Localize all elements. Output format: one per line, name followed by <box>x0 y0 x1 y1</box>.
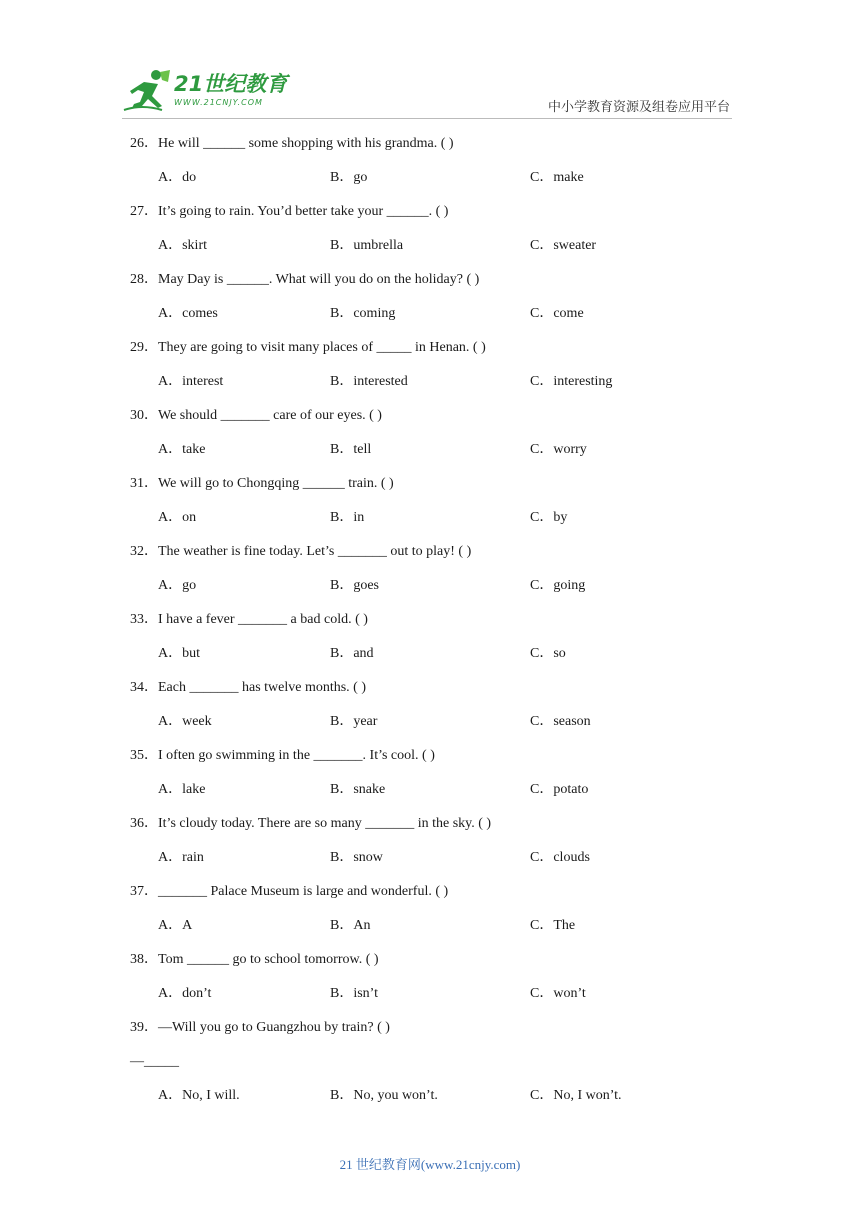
option-c: C．won’t <box>530 986 586 1001</box>
question-stem: 28．May Day is ______. What will you do on the holiday? ( ) <box>130 272 480 287</box>
question-stem: 32．The weather is fine today. Let’s _______ out to play! ( ) <box>130 544 472 559</box>
option-row <box>130 712 750 746</box>
question-stem: 26．He will ______ some shopping with his grandma. ( ) <box>130 136 454 151</box>
option-a: A．week <box>158 714 212 729</box>
option-row <box>130 1086 750 1120</box>
option-row <box>130 576 750 610</box>
page-footer: 21 世纪教育网(www.21cnjy.com) <box>339 1157 521 1172</box>
option-b: B．tell <box>330 442 372 457</box>
question-stem: 30．We should _______ care of our eyes. ( ) <box>130 408 382 423</box>
header-divider <box>122 118 732 119</box>
platform-label: 中小学教育资源及组卷应用平台 <box>547 100 730 115</box>
option-c: C．The <box>530 918 576 933</box>
option-row <box>130 508 750 542</box>
option-b: B．snow <box>330 850 383 865</box>
option-row <box>130 780 750 814</box>
option-c: C．potato <box>530 782 589 797</box>
option-a: A．rain <box>158 850 204 865</box>
option-b: B．and <box>330 646 374 661</box>
logo <box>122 68 302 114</box>
option-a: A．skirt <box>158 238 207 253</box>
option-b: B．snake <box>330 782 386 797</box>
option-a: A．A <box>158 918 193 933</box>
option-b: B．coming <box>330 306 396 321</box>
option-b: B．goes <box>330 578 379 593</box>
option-row <box>130 304 750 338</box>
option-row <box>130 644 750 678</box>
question-stem: 36．It’s cloudy today. There are so many _______ in the sky. ( ) <box>130 816 492 831</box>
question-stem: 37．_______ Palace Museum is large and wonderful. ( ) <box>130 884 449 899</box>
option-row <box>130 916 750 950</box>
option-b: B．interested <box>330 374 408 389</box>
logo-url: WWW.21CNJY.COM <box>174 98 263 107</box>
option-a: A．but <box>158 646 200 661</box>
option-a: A．comes <box>158 306 218 321</box>
option-c: C．season <box>530 714 591 729</box>
option-c: C．clouds <box>530 850 590 865</box>
option-row <box>130 168 750 202</box>
option-a: A．do <box>158 170 197 185</box>
question-stem: 33．I have a fever _______ a bad cold. ( ) <box>130 612 368 627</box>
option-c: C．going <box>530 578 586 593</box>
option-row <box>130 984 750 1018</box>
option-c: C．so <box>530 646 566 661</box>
option-row <box>130 236 750 270</box>
option-b: B．year <box>330 714 378 729</box>
option-c: C．sweater <box>530 238 597 253</box>
option-row <box>130 848 750 882</box>
option-b: B．go <box>330 170 368 185</box>
question-stem: 35．I often go swimming in the _______. It’s cool. ( ) <box>130 748 435 763</box>
option-c: C．by <box>530 510 568 525</box>
question-stem: 31．We will go to Chongqing ______ train. ( ) <box>130 476 394 491</box>
answer-line: —_____ <box>130 1054 179 1069</box>
option-a: A．go <box>158 578 197 593</box>
option-a: A．interest <box>158 374 224 389</box>
option-c: C．come <box>530 306 584 321</box>
question-stem: 34．Each _______ has twelve months. ( ) <box>130 680 367 695</box>
question-stem: 27．It’s going to rain. You’d better take your ______. ( ) <box>130 204 449 219</box>
option-c: C．make <box>530 170 584 185</box>
option-a: A．on <box>158 510 197 525</box>
option-c: C．No, I won’t. <box>530 1088 622 1103</box>
runner-logo-icon <box>122 68 172 114</box>
option-b: B．No, you won’t. <box>330 1088 438 1103</box>
option-a: A．take <box>158 442 206 457</box>
option-row <box>130 440 750 474</box>
option-row <box>130 372 750 406</box>
option-a: A．don’t <box>158 986 212 1001</box>
question-stem: 38．Tom ______ go to school tomorrow. ( ) <box>130 952 379 967</box>
option-b: B．isn’t <box>330 986 378 1001</box>
option-c: C．interesting <box>530 374 613 389</box>
option-a: A．No, I will. <box>158 1088 240 1103</box>
question-stem: 39．—Will you go to Guangzhou by train? ( ) <box>130 1020 390 1035</box>
page-header <box>0 0 860 125</box>
option-b: B．umbrella <box>330 238 404 253</box>
option-a: A．lake <box>158 782 206 797</box>
question-stem: 29．They are going to visit many places of _____ in Henan. ( ) <box>130 340 486 355</box>
logo-text: 21世纪教育 <box>174 72 288 96</box>
option-b: B．An <box>330 918 371 933</box>
question-list <box>130 134 750 1120</box>
option-c: C．worry <box>530 442 587 457</box>
option-b: B．in <box>330 510 365 525</box>
